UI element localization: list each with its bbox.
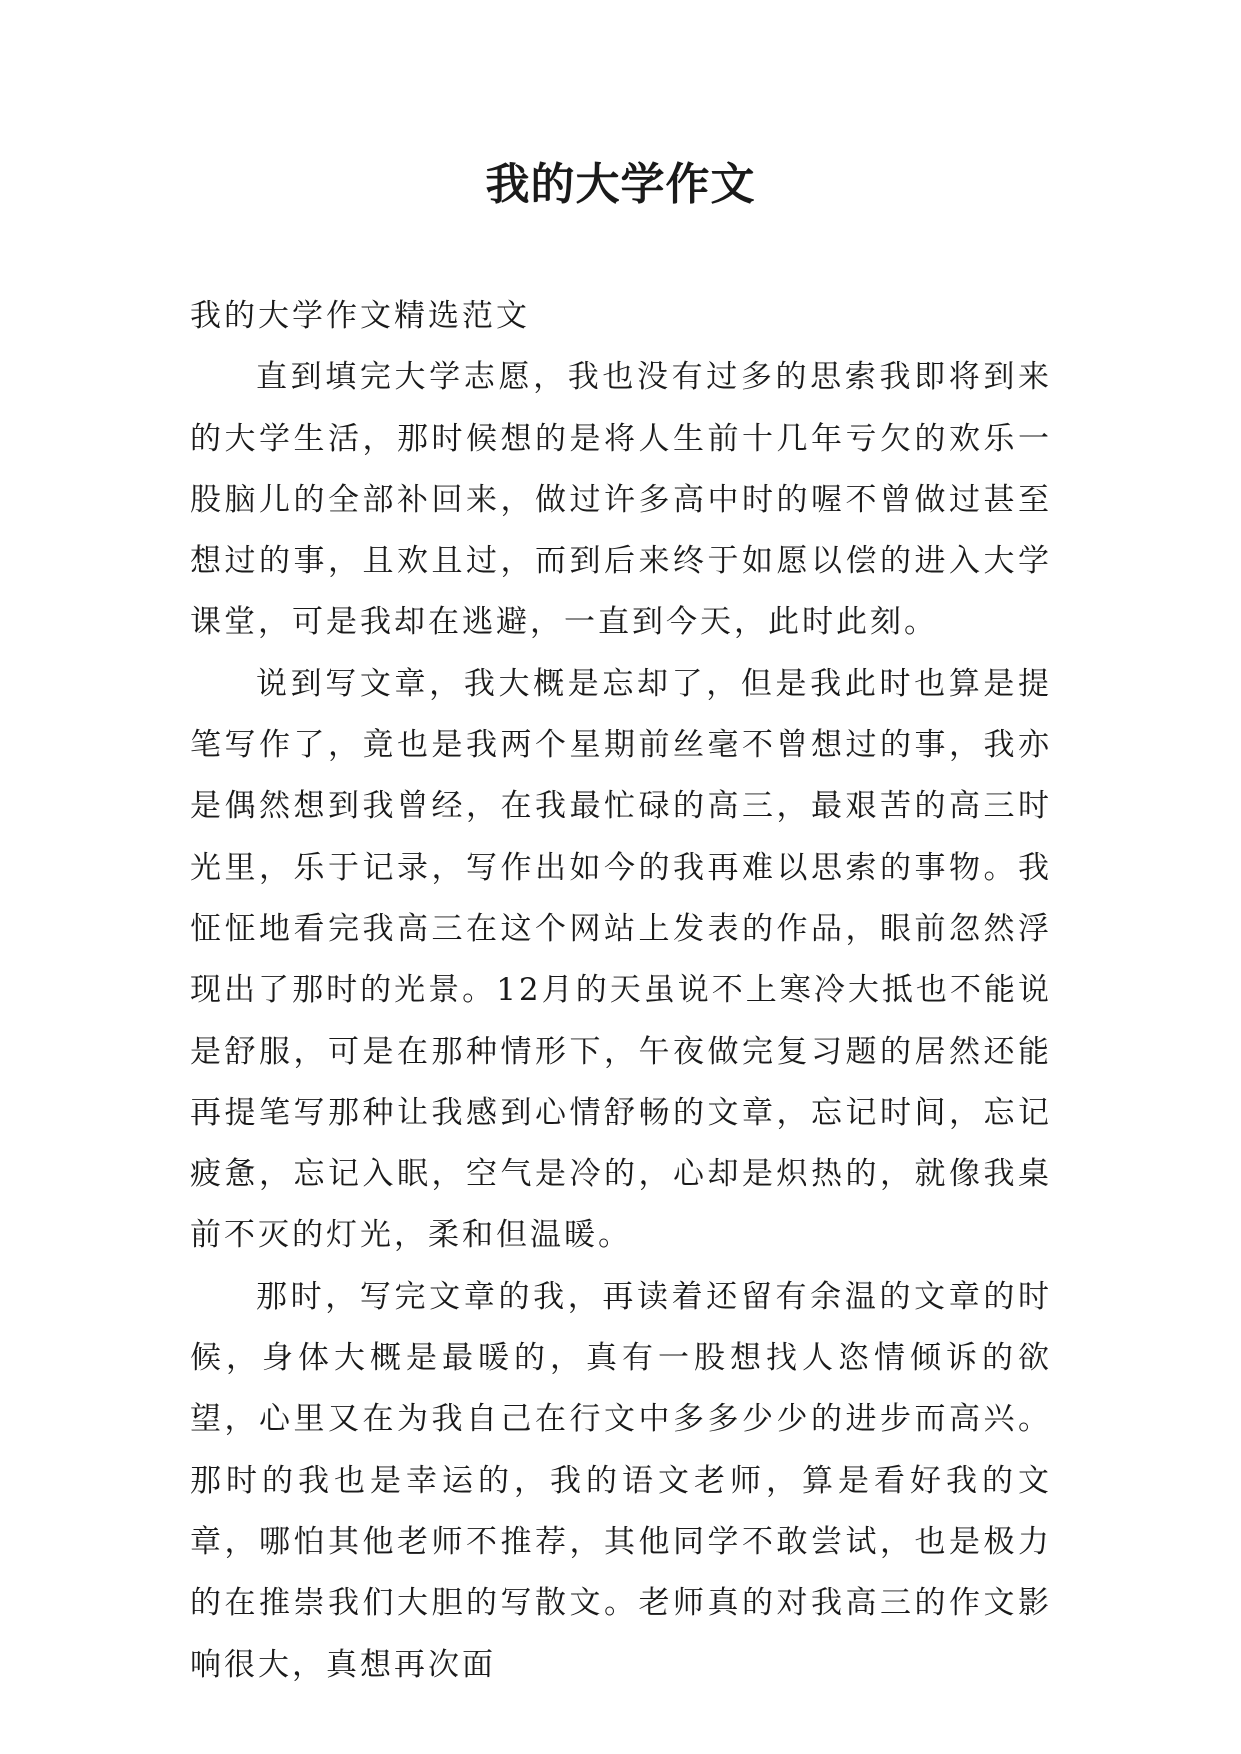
document-subtitle: 我的大学作文精选范文 xyxy=(190,298,530,334)
paragraph-1: 直到填完大学志愿，我也没有过多的思索我即将到来的大学生活，那时候想的是将人生前十几年亏欠的欢乐一股脑儿的全部补回来，做过许多高中时的喔不曾做过甚至想过的事，且欢且过，而到后来终于如愿以偿的进入大学课堂，可是我却在逃避，一直到今天，此时此刻。 xyxy=(190,359,1052,641)
paragraph-2: 说到写文章，我大概是忘却了，但是我此时也算是提笔写作了，竟也是我两个星期前丝毫不曾想过的事，我亦是偶然想到我曾经，在我最忙碌的高三，最艰苦的高三时光里，乐于记录，写作出如今的我再难以思索的事物。我怔怔地看完我高三在这个网站上发表的作品，眼前忽然浮现出了那时的光景。12月的天虽说不上寒冷大抵也不能说是舒服，可是在那种情形下，午夜做完复习题的居然还能再提笔写那种让我感到心情舒畅的文章，忘记时间，忘记疲惫，忘记入眠，空气是冷的，心却是炽热的，就像我桌前不灭的灯光，柔和但温暖。 xyxy=(190,665,1052,1254)
paragraph-3: 那时，写完文章的我，再读着还留有余温的文章的时候，身体大概是最暖的，真有一股想找人恣情倾诉的欲望，心里又在为我自己在行文中多多少少的进步而高兴。那时的我也是幸运的，我的语文老师，算是看好我的文章，哪怕其他老师不推荐，其他同学不敢尝试，也是极力的在推崇我们大胆的写散文。老师真的对我高三的作文影响很大，真想再次面 xyxy=(190,1278,1052,1683)
document-title: 我的大学作文 xyxy=(485,159,756,210)
document-body xyxy=(190,286,1052,1696)
